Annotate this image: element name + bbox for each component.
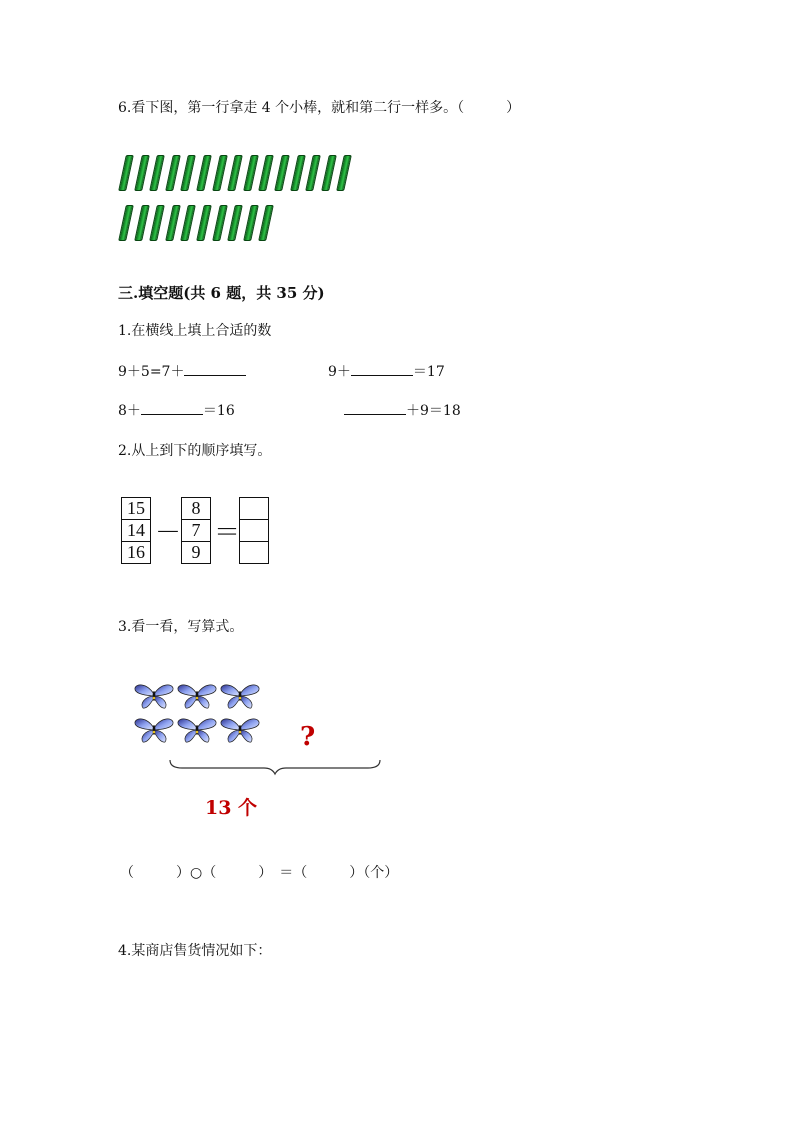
q4-title: 4.某商店售货情况如下： [118, 943, 272, 959]
stick [290, 155, 306, 191]
stick [243, 205, 259, 241]
q3-answer-line: （ ）○（ ） ＝（ ）（个） [120, 865, 399, 881]
sticks-row-2 [118, 205, 358, 241]
butterfly-icon [134, 716, 174, 744]
total-label: 13 个 [205, 797, 258, 819]
eq3-blank[interactable] [141, 400, 203, 415]
stick [305, 155, 321, 191]
eq1-left: 9＋5=7＋ [118, 364, 185, 380]
eq3-left: 8＋ [118, 403, 141, 419]
equals-sign: ＝ [214, 518, 241, 548]
stick [165, 155, 181, 191]
section-title: 三.填空题(共 6 题，共 35 分) [118, 284, 325, 302]
stick [134, 155, 150, 191]
stick [149, 155, 165, 191]
eq4-right: ＋9＝18 [406, 403, 461, 419]
stick [259, 205, 275, 241]
stick [181, 155, 197, 191]
minus-sign: － [155, 518, 182, 548]
subtrahend-cell: 7 [182, 520, 211, 542]
stick [118, 205, 134, 241]
stick [149, 205, 165, 241]
stick [274, 155, 290, 191]
answer-column [239, 497, 269, 564]
q1-equation-3 [118, 400, 235, 420]
q3-title: 3.看一看，写算式。 [118, 619, 244, 635]
stick [321, 155, 337, 191]
minuend-column [121, 497, 151, 564]
stick [227, 155, 243, 191]
stick [212, 155, 228, 191]
butterfly-icon [134, 682, 174, 710]
q1-equation-4 [344, 400, 461, 420]
subtrahend-column [181, 497, 211, 564]
q1-title: 1.在横线上填上合适的数 [118, 323, 272, 339]
minuend-cell: 15 [122, 498, 151, 520]
stick [165, 205, 181, 241]
butterfly-icon [177, 716, 217, 744]
stick [259, 155, 275, 191]
eq3-right: ＝16 [202, 403, 235, 419]
stick [227, 205, 243, 241]
brace [168, 756, 383, 776]
eq4-blank[interactable] [344, 400, 406, 415]
answer-cell[interactable] [240, 520, 269, 542]
stick [196, 205, 212, 241]
question-mark: ? [300, 722, 316, 752]
stick [181, 205, 197, 241]
stick [212, 205, 228, 241]
stick [118, 155, 134, 191]
subtrahend-cell: 9 [182, 542, 211, 564]
sticks-row-1 [118, 155, 358, 191]
eq2-right: ＝17 [412, 364, 445, 380]
eq1-blank[interactable] [184, 361, 246, 376]
stick [243, 155, 259, 191]
q6-text: 6.看下图，第一行拿走 4 个小棒，就和第二行一样多。（ ） [118, 100, 521, 116]
q1-equation-2 [328, 361, 445, 381]
stick [134, 205, 150, 241]
q1-equation-1 [118, 361, 246, 381]
answer-cell[interactable] [240, 542, 269, 564]
minuend-cell: 14 [122, 520, 151, 542]
stick [337, 155, 353, 191]
butterfly-group [134, 682, 274, 752]
butterfly-icon [220, 682, 260, 710]
eq2-left: 9＋ [328, 364, 351, 380]
answer-cell[interactable] [240, 498, 269, 520]
butterfly-icon [220, 716, 260, 744]
butterfly-icon [177, 682, 217, 710]
minuend-cell: 16 [122, 542, 151, 564]
q2-title: 2.从上到下的顺序填写。 [118, 443, 272, 459]
eq2-blank[interactable] [351, 361, 413, 376]
subtrahend-cell: 8 [182, 498, 211, 520]
stick [196, 155, 212, 191]
